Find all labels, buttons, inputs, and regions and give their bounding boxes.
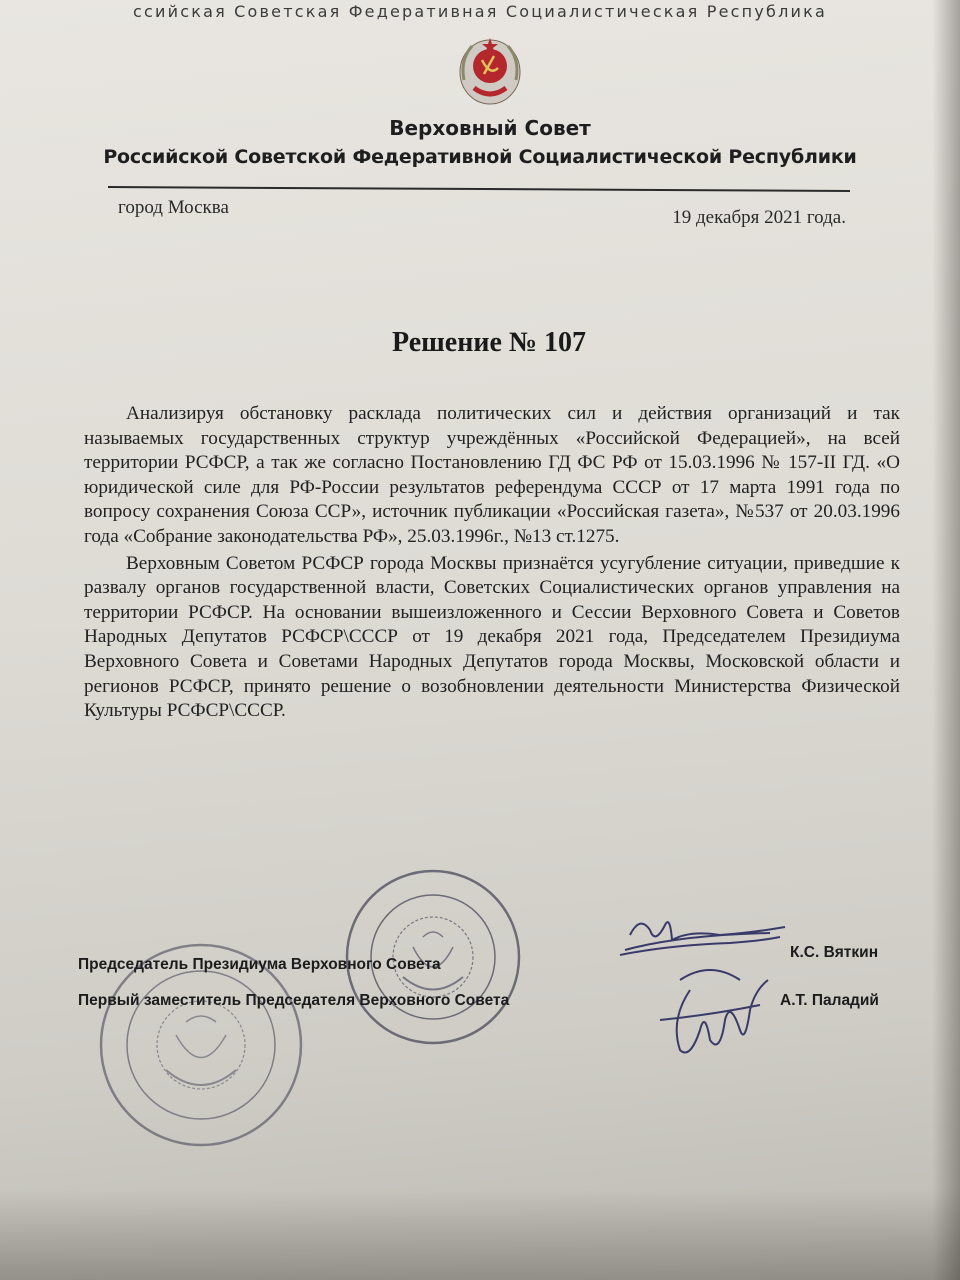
- issuing-authority: [60, 116, 900, 168]
- paragraph-2: Верховным Советом РСФСР города Москвы признаётся усугубление ситуации, приведшие к развалу органов государственной власти, Советских Социалистических органов управления на территории РСФСР. На основании вышеизложенного и Сессии Верховного Совета и Советов Народных Депутатов РСФСР\СССР от 19 декабря 2021 года, Председателем Президиума Верховного Совета и Советами Народных Депутатов города Москвы, Московской области и регионов РСФСР, принято решение о возобновлении деятельности Министерства Физической Культуры РСФСР\СССР.: [84, 552, 900, 722]
- signature-first-deputy: [650, 960, 780, 1070]
- council-line2: Российской Советской Федеративной Социалистической Республики: [103, 146, 857, 168]
- signatory-role-first-deputy: Первый заместитель Председателя Верховного Совета: [78, 992, 510, 1009]
- document-body: [84, 402, 900, 724]
- document-title: Решение № 107: [391, 327, 587, 358]
- page-edge-shadow: [932, 0, 960, 1280]
- signatory-role-chairman: Председатель Президиума Верховного Совета: [78, 956, 441, 973]
- document-date: 19 декабря 2021 года.: [672, 207, 846, 228]
- council-line1: Верховный Совет: [389, 116, 591, 140]
- signatory-name-first-deputy: А.Т. Паладий: [780, 992, 879, 1009]
- header-divider: [108, 186, 850, 192]
- republic-header-line: ссийская Советская Федеративная Социалистическая Республика: [133, 2, 827, 21]
- rsfsr-emblem-icon: [450, 30, 530, 110]
- paragraph-1: Анализируя обстановку расклада политических сил и действия организаций и так называемых государственных структур учреждённых «Российской Федерацией», на всей территории РСФСР, а так же согласно Постановлению ГД ФС РФ от 15.03.1996 № 157-II ГД. «О юридической силе для РФ-России результатов референдума СССР от 17 марта 1991 года по вопросу сохранения Союза ССР», источник публикации «Российская газета», №537 от 20.03.1996 года «Собрание законодательства РФ», 25.03.1996г., №13 ст.1275.: [84, 403, 900, 547]
- bottom-shadow: [0, 1190, 960, 1280]
- city: город Москва: [118, 197, 229, 218]
- signatory-name-chairman: К.С. Вяткин: [790, 944, 879, 961]
